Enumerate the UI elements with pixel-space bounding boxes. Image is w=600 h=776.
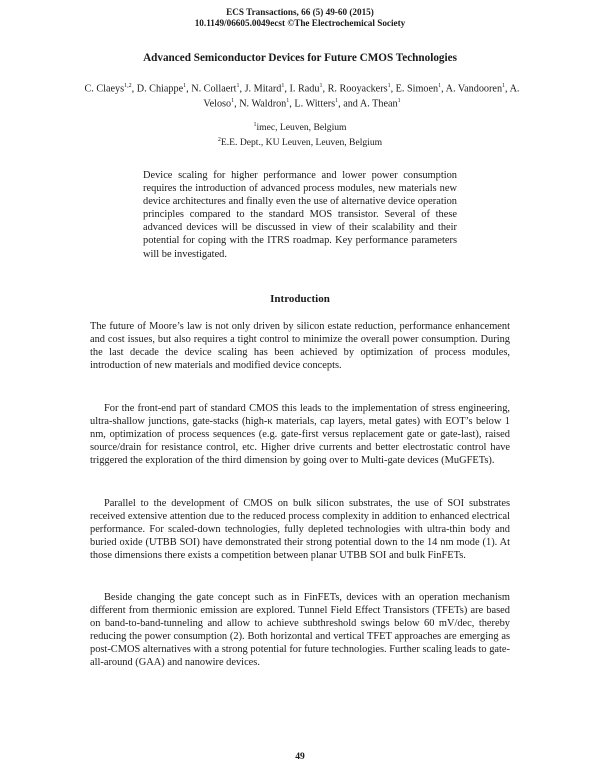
author-name: A. Vandooren	[445, 83, 503, 95]
paper-title: Advanced Semiconductor Devices for Future CMOS Technologies	[143, 52, 457, 64]
affiliation-number: 2	[217, 137, 221, 144]
intro-paragraph-1: The future of Moore’s law is not only driven by silicon estate reduction, performance enhancement and cost issues, but also requires a tight control to minimize the overall power consumption. During the last decade the device scaling has been achieved by optimization of process modules, introduction of new materials and modified device concepts.	[90, 321, 510, 372]
author-name: N. Waldron	[239, 98, 287, 110]
author-affiliation-mark: 1	[183, 83, 187, 89]
affiliation-number: 1	[253, 122, 257, 128]
author-separator: ,	[441, 83, 446, 95]
author-name: E. Simoen	[395, 83, 439, 95]
affiliation-list	[0, 119, 600, 149]
author-name: A. Veloso	[203, 83, 520, 110]
author-separator: ,	[239, 83, 245, 95]
author-name: A. Thean	[359, 98, 398, 110]
journal-header	[0, 7, 600, 29]
author-name: J. Mitard	[244, 83, 282, 95]
author-name: I. Radu	[289, 83, 320, 95]
author-separator: ,	[234, 98, 240, 110]
author-affiliation-mark: 1	[438, 83, 442, 89]
page-number: 49	[295, 752, 305, 762]
author-affiliation-mark: 1	[319, 83, 323, 89]
author-separator: ,	[289, 98, 295, 110]
author-affiliation-mark: 1	[397, 98, 401, 105]
author-affiliation-mark: 1	[286, 98, 290, 105]
journal-citation: ECS Transactions, 66 (5) 49-60 (2015)	[226, 7, 374, 17]
author-affiliation-mark: 1	[335, 98, 339, 105]
author-affiliation-mark: 1	[231, 98, 235, 105]
affiliation-line	[0, 134, 600, 149]
author-list	[82, 80, 522, 111]
affiliation-text: E.E. Dept., KU Leuven, Leuven, Belgium	[220, 137, 383, 149]
author-affiliation-mark: 1	[281, 83, 285, 89]
intro-paragraph-3: Parallel to the development of CMOS on bulk silicon substrates, the use of SOI substrates received extensive attention due to the reduced process complexity in addition to enhanced electrical performance. For scaled-down technologies, fully depleted technologies with ultra-thin body and buried oxide (UTBB SOI) have demonstrated their strong potential down to the 14 nm mode (1). At those dimensions there exists a competition between planar UTBB SOI and bulk FinFETs.	[90, 498, 510, 562]
author-name: C. Claeys	[84, 83, 125, 95]
author-affiliation-mark: 1	[502, 83, 506, 89]
author-name: N. Collaert	[191, 83, 237, 95]
section-heading-introduction: Introduction	[270, 293, 330, 305]
affiliation-text: imec, Leuven, Belgium	[256, 122, 347, 134]
author-affiliation-mark: 1	[387, 83, 391, 89]
author-name: R. Rooyackers	[327, 83, 388, 95]
author-separator: ,	[322, 83, 328, 95]
author-separator: ,	[390, 83, 396, 95]
affiliation-line	[0, 119, 600, 134]
author-separator: ,	[131, 83, 137, 95]
author-separator: ,	[505, 83, 510, 95]
author-name: L. Witters	[294, 98, 336, 110]
intro-paragraph-2: For the front-end part of standard CMOS this leads to the implementation of stress engineering, ultra-shallow junctions, gate-stacks (high-κ materials, cap layers, metal gates) with EOT’s below 1 nm, optimization of process sequences (e.g. gate-first versus replacement gate or gate-last), raised source/drain for resistance control, etc. Higher drive currents and better electrostatic control have triggered the exploration of the third dimension by going over to Multi-gate devices (MuGFETs).	[90, 403, 510, 467]
author-name: D. Chiappe	[136, 83, 184, 95]
author-affiliation-mark: 1,2	[124, 83, 132, 89]
author-separator: , and	[338, 98, 360, 110]
abstract: Device scaling for higher performance and lower power consumption requires the introduction of advanced process modules, new materials new device architectures and finally even the use of alternative device operation principles compared to the standard MOS transistor. Several of these advanced devices will be discussed in view of their scalability and their potential for coping with the ITRS roadmap. Key performance parameters will be investigated.	[143, 170, 457, 260]
author-affiliation-mark: 1	[236, 83, 240, 89]
journal-doi: 10.1149/06605.0049ecst ©The Electrochemical Society	[194, 18, 406, 28]
author-separator: ,	[284, 83, 290, 95]
intro-paragraph-4: Beside changing the gate concept such as in FinFETs, devices with an operation mechanism different from thermionic emission are explored. Tunnel Field Effect Transistors (TFETs) are based on band-to-band-tunneling and allow to achieve subthreshold swings below 60 mV/dec, thereby reducing the power consumption (2). Both horizontal and vertical TFET approaches are emerging as post-CMOS alternatives with a strong potential for future technologies. Further scaling leads to gate-all-around (GAA) and nanowire devices.	[90, 592, 510, 669]
author-separator: ,	[186, 83, 192, 95]
